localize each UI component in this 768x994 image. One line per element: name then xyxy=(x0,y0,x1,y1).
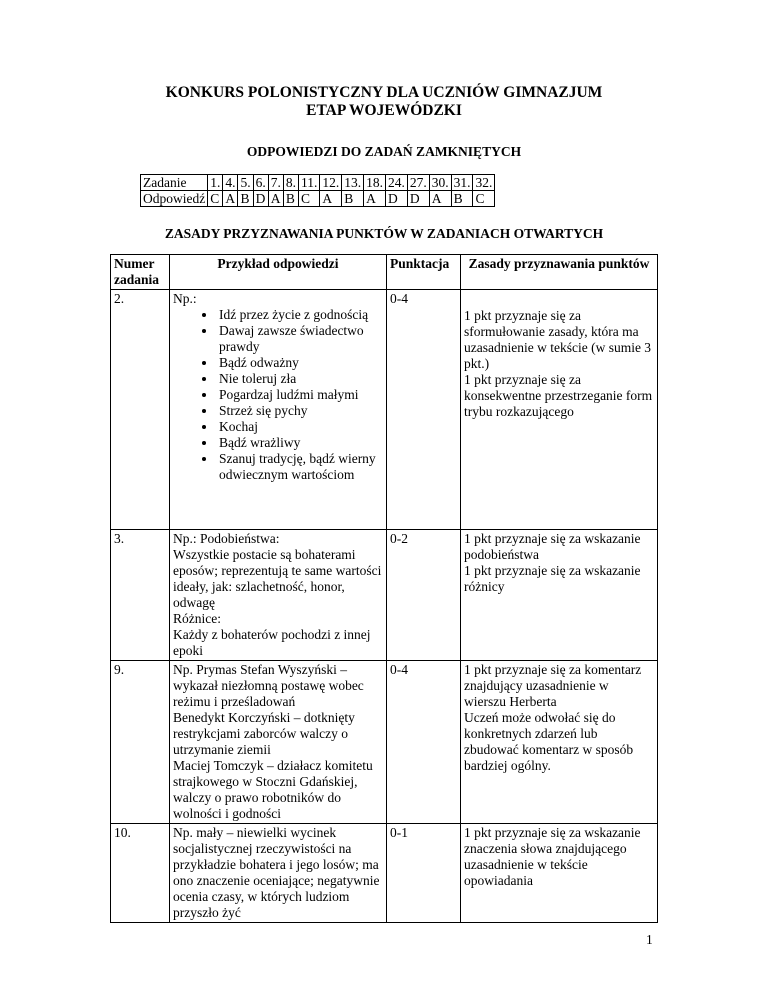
header-number: Numer zadania xyxy=(111,255,170,290)
list-item: • Nie toleruj zła xyxy=(217,371,383,387)
open-rules-heading: ZASADY PRZYZNAWANIA PUNKTÓW W ZADANIACH OTWARTYCH xyxy=(164,226,604,241)
example-answer: Np.: Podobieństwa: Wszystkie postacie są bohaterami eposów; reprezentują te same wartości ideały, jak: szlachetność, honor, odwagę Różnice: Każdy z bohaterów pochodzi z innej epoki xyxy=(170,530,387,661)
points: 0-4 xyxy=(387,290,461,530)
task-number: 24. xyxy=(385,175,407,191)
task-number: 3. xyxy=(111,530,170,661)
answer-letter: A xyxy=(364,191,386,207)
task-number: 1. xyxy=(208,175,223,191)
scoring-rules: 1 pkt przyznaje się za wskazanie znaczenia słowa znajdującego uzasadnienie w tekście opowiadania xyxy=(461,824,658,923)
task-number: 9. xyxy=(111,661,170,824)
open-table-header xyxy=(111,255,658,290)
example-list xyxy=(173,307,383,483)
answer-letter: A xyxy=(320,191,342,207)
task-number: 5. xyxy=(238,175,253,191)
list-item: • Dawaj zawsze świadectwo prawdy xyxy=(217,323,383,355)
answer-letter: D xyxy=(253,191,268,207)
points: 0-4 xyxy=(387,661,461,824)
task-number: 12. xyxy=(320,175,342,191)
list-item: • Strzeż się pychy xyxy=(217,403,383,419)
list-item: • Kochaj xyxy=(217,419,383,435)
task-number: 30. xyxy=(429,175,451,191)
scoring-rules: 1 pkt przyznaje się za sformułowanie zasady, która ma uzasadnienie w tekście (w sumie 3 pkt.) 1 pkt przyznaje się za konsekwentne przestrzeganie form trybu rozkazującego xyxy=(461,290,658,530)
task-number: 31. xyxy=(451,175,473,191)
closed-answers-table xyxy=(140,174,495,207)
closed-answers-row xyxy=(141,191,495,207)
table-row xyxy=(111,824,658,923)
task-number: 10. xyxy=(111,824,170,923)
task-number: 4. xyxy=(223,175,238,191)
document-subtitle: ETAP WOJEWÓDZKI xyxy=(306,102,462,119)
header-rules: Zasady przyznawania punktów xyxy=(461,255,658,290)
task-number: 2. xyxy=(111,290,170,530)
header-points: Punktacja xyxy=(387,255,461,290)
document-title: KONKURS POLONISTYCZNY DLA UCZNIÓW GIMNAZJUM xyxy=(165,84,603,101)
task-number: 32. xyxy=(473,175,495,191)
example-answer: Np. mały – niewielki wycinek socjalistycznej rzeczywistości na przykładzie bohatera i jego losów; ma ono znaczenie oceniające; negatywnie ocenia czasy, w których ludziom przyszło żyć xyxy=(170,824,387,923)
example-answer xyxy=(170,290,387,530)
answer-letter: A xyxy=(429,191,451,207)
header-example: Przykład odpowiedzi xyxy=(170,255,387,290)
table-row xyxy=(111,290,658,530)
points: 0-2 xyxy=(387,530,461,661)
row-label-tasks: Zadanie xyxy=(141,175,208,191)
task-number: 13. xyxy=(342,175,364,191)
answer-letter: C xyxy=(298,191,319,207)
table-row xyxy=(111,661,658,824)
table-row xyxy=(111,530,658,661)
closed-tasks-row xyxy=(141,175,495,191)
answer-letter: D xyxy=(385,191,407,207)
answer-letter: B xyxy=(238,191,253,207)
task-number: 6. xyxy=(253,175,268,191)
scoring-rules: 1 pkt przyznaje się za wskazanie podobieństwa 1 pkt przyznaje się za wskazanie różnicy xyxy=(461,530,658,661)
example-answer: Np. Prymas Stefan Wyszyński – wykazał niezłomną postawę wobec reżimu i prześladowań Benedykt Korczyński – dotknięty restrykcjami zaborców walczy o utrzymanie ziemii Maciej Tomczyk – działacz komitetu strajkowego w Stoczni Gdańskiej, walczy o prawo robotników do wolności i godności xyxy=(170,661,387,824)
task-number: 7. xyxy=(268,175,283,191)
task-number: 8. xyxy=(283,175,298,191)
list-item: • Bądź wrażliwy xyxy=(217,435,383,451)
example-intro: Np.: xyxy=(173,291,197,306)
list-item: • Idź przez życie z godnością xyxy=(217,307,383,323)
list-item: • Pogardzaj ludźmi małymi xyxy=(217,387,383,403)
list-item: • Bądź odważny xyxy=(217,355,383,371)
answer-letter: B xyxy=(342,191,364,207)
task-number: 27. xyxy=(407,175,429,191)
points: 0-1 xyxy=(387,824,461,923)
page-number: 1 xyxy=(646,932,653,947)
answer-letter: C xyxy=(208,191,223,207)
row-label-answers: Odpowiedź xyxy=(141,191,208,207)
answer-letter: C xyxy=(473,191,495,207)
open-tasks-table xyxy=(110,254,658,923)
scoring-rules: 1 pkt przyznaje się za komentarz znajdujący uzasadnienie w wierszu Herberta Uczeń może odwołać się do konkretnych zdarzeń lub zbudować komentarz w sposób bardziej ogólny. xyxy=(461,661,658,824)
answer-letter: A xyxy=(268,191,283,207)
list-item: • Szanuj tradycję, bądź wierny odwiecznym wartościom xyxy=(217,451,383,483)
answer-letter: B xyxy=(283,191,298,207)
task-number: 18. xyxy=(364,175,386,191)
answer-letter: B xyxy=(451,191,473,207)
answer-letter: A xyxy=(223,191,238,207)
answer-letter: D xyxy=(407,191,429,207)
task-number: 11. xyxy=(298,175,319,191)
closed-answers-heading: ODPOWIEDZI DO ZADAŃ ZAMKNIĘTYCH xyxy=(246,144,522,159)
